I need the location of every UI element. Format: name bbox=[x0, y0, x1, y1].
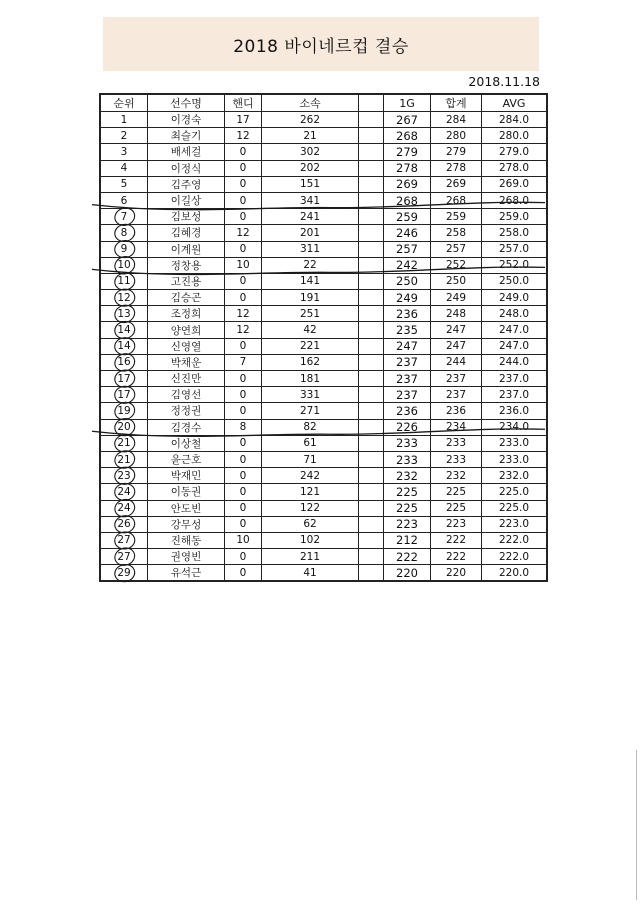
total-cell: 232 bbox=[431, 468, 482, 484]
game1-cell: 226 bbox=[384, 419, 431, 435]
name-cell: 배세걸 bbox=[148, 144, 225, 160]
gap-cell bbox=[359, 549, 384, 565]
avg-cell: 225.0 bbox=[482, 500, 548, 516]
name-cell: 김영선 bbox=[148, 387, 225, 403]
avg-cell: 223.0 bbox=[482, 516, 548, 532]
rank-cell: 24 bbox=[100, 500, 148, 516]
handicap-cell: 0 bbox=[225, 160, 262, 176]
table-row bbox=[100, 532, 547, 548]
game1-cell: 222 bbox=[384, 549, 431, 565]
rank-cell: 29 bbox=[100, 565, 148, 582]
table-row bbox=[100, 403, 547, 419]
rank-cell: 21 bbox=[100, 435, 148, 451]
club-cell: 41 bbox=[262, 565, 359, 582]
club-cell: 71 bbox=[262, 451, 359, 467]
game1-cell: 267 bbox=[384, 112, 431, 128]
table-row bbox=[100, 338, 547, 354]
gap-cell bbox=[359, 290, 384, 306]
game1-cell: 246 bbox=[384, 225, 431, 241]
avg-cell: 232.0 bbox=[482, 468, 548, 484]
header-handicap: 핸디 bbox=[225, 94, 262, 112]
table-row bbox=[100, 176, 547, 192]
game1-cell: 220 bbox=[384, 565, 431, 582]
total-cell: 280 bbox=[431, 128, 482, 144]
rank-cell: 20 bbox=[100, 419, 148, 435]
total-cell: 234 bbox=[431, 419, 482, 435]
header-game1: 1G bbox=[384, 94, 431, 112]
rank-cell: 24 bbox=[100, 484, 148, 500]
name-cell: 고진용 bbox=[148, 273, 225, 289]
game1-cell: 236 bbox=[384, 403, 431, 419]
name-cell: 신진만 bbox=[148, 371, 225, 387]
game1-cell: 233 bbox=[384, 435, 431, 451]
club-cell: 251 bbox=[262, 306, 359, 322]
avg-cell: 247.0 bbox=[482, 338, 548, 354]
club-cell: 201 bbox=[262, 225, 359, 241]
total-cell: 279 bbox=[431, 144, 482, 160]
game1-cell: 236 bbox=[384, 306, 431, 322]
table-row bbox=[100, 468, 547, 484]
name-cell: 강무성 bbox=[148, 516, 225, 532]
rank-cell: 16 bbox=[100, 354, 148, 370]
name-cell: 김보성 bbox=[148, 209, 225, 225]
table-row bbox=[100, 371, 547, 387]
name-cell: 진해동 bbox=[148, 532, 225, 548]
handicap-cell: 7 bbox=[225, 354, 262, 370]
name-cell: 김경수 bbox=[148, 419, 225, 435]
total-cell: 233 bbox=[431, 435, 482, 451]
game1-cell: 225 bbox=[384, 484, 431, 500]
total-cell: 223 bbox=[431, 516, 482, 532]
rank-cell: 19 bbox=[100, 403, 148, 419]
gap-cell bbox=[359, 322, 384, 338]
club-cell: 42 bbox=[262, 322, 359, 338]
table-row bbox=[100, 160, 547, 176]
gap-cell bbox=[359, 435, 384, 451]
gap-cell bbox=[359, 160, 384, 176]
total-cell: 258 bbox=[431, 225, 482, 241]
total-cell: 250 bbox=[431, 273, 482, 289]
handicap-cell: 17 bbox=[225, 112, 262, 128]
game1-cell: 268 bbox=[384, 128, 431, 144]
gap-cell bbox=[359, 338, 384, 354]
handicap-cell: 0 bbox=[225, 451, 262, 467]
scan-edge bbox=[636, 750, 637, 900]
handicap-cell: 0 bbox=[225, 484, 262, 500]
handicap-cell: 12 bbox=[225, 128, 262, 144]
table-row bbox=[100, 500, 547, 516]
name-cell: 박채운 bbox=[148, 354, 225, 370]
name-cell: 이계원 bbox=[148, 241, 225, 257]
gap-cell bbox=[359, 403, 384, 419]
gap-cell bbox=[359, 371, 384, 387]
name-cell: 안도빈 bbox=[148, 500, 225, 516]
avg-cell: 249.0 bbox=[482, 290, 548, 306]
club-cell: 121 bbox=[262, 484, 359, 500]
rank-cell: 17 bbox=[100, 387, 148, 403]
handicap-cell: 0 bbox=[225, 144, 262, 160]
rank-cell: 14 bbox=[100, 322, 148, 338]
table-row bbox=[100, 290, 547, 306]
document-date: 2018.11.18 bbox=[468, 74, 540, 89]
avg-cell: 268.0 bbox=[482, 192, 548, 208]
handicap-cell: 12 bbox=[225, 306, 262, 322]
avg-cell: 259.0 bbox=[482, 209, 548, 225]
avg-cell: 236.0 bbox=[482, 403, 548, 419]
table-row bbox=[100, 549, 547, 565]
gap-cell bbox=[359, 565, 384, 582]
name-cell: 이동권 bbox=[148, 484, 225, 500]
avg-cell: 278.0 bbox=[482, 160, 548, 176]
name-cell: 김승곤 bbox=[148, 290, 225, 306]
club-cell: 82 bbox=[262, 419, 359, 435]
table-row bbox=[100, 273, 547, 289]
gap-cell bbox=[359, 532, 384, 548]
game1-cell: 233 bbox=[384, 451, 431, 467]
total-cell: 257 bbox=[431, 241, 482, 257]
gap-cell bbox=[359, 306, 384, 322]
game1-cell: 225 bbox=[384, 500, 431, 516]
total-cell: 278 bbox=[431, 160, 482, 176]
club-cell: 61 bbox=[262, 435, 359, 451]
gap-cell bbox=[359, 484, 384, 500]
table-row bbox=[100, 128, 547, 144]
name-cell: 조정희 bbox=[148, 306, 225, 322]
table-row bbox=[100, 306, 547, 322]
rank-cell: 9 bbox=[100, 241, 148, 257]
table-row bbox=[100, 209, 547, 225]
name-cell: 최슬기 bbox=[148, 128, 225, 144]
name-cell: 신영열 bbox=[148, 338, 225, 354]
gap-cell bbox=[359, 209, 384, 225]
table-header-row bbox=[100, 94, 547, 112]
total-cell: 269 bbox=[431, 176, 482, 192]
game1-cell: 237 bbox=[384, 387, 431, 403]
club-cell: 141 bbox=[262, 273, 359, 289]
avg-cell: 258.0 bbox=[482, 225, 548, 241]
rank-cell: 27 bbox=[100, 532, 148, 548]
game1-cell: 249 bbox=[384, 290, 431, 306]
handicap-cell: 0 bbox=[225, 500, 262, 516]
game1-cell: 237 bbox=[384, 371, 431, 387]
rank-cell: 1 bbox=[100, 112, 148, 128]
name-cell: 김주영 bbox=[148, 176, 225, 192]
title-band bbox=[103, 17, 539, 71]
handicap-cell: 0 bbox=[225, 290, 262, 306]
handicap-cell: 0 bbox=[225, 371, 262, 387]
game1-cell: 247 bbox=[384, 338, 431, 354]
gap-cell bbox=[359, 176, 384, 192]
handicap-cell: 0 bbox=[225, 549, 262, 565]
gap-cell bbox=[359, 273, 384, 289]
game1-cell: 278 bbox=[384, 160, 431, 176]
gap-cell bbox=[359, 192, 384, 208]
club-cell: 162 bbox=[262, 354, 359, 370]
rank-cell: 5 bbox=[100, 176, 148, 192]
gap-cell bbox=[359, 354, 384, 370]
total-cell: 252 bbox=[431, 257, 482, 273]
handicap-cell: 0 bbox=[225, 403, 262, 419]
club-cell: 191 bbox=[262, 290, 359, 306]
club-cell: 331 bbox=[262, 387, 359, 403]
avg-cell: 222.0 bbox=[482, 549, 548, 565]
club-cell: 271 bbox=[262, 403, 359, 419]
total-cell: 237 bbox=[431, 387, 482, 403]
rank-cell: 12 bbox=[100, 290, 148, 306]
header-gap bbox=[359, 94, 384, 112]
table-row bbox=[100, 192, 547, 208]
total-cell: 225 bbox=[431, 500, 482, 516]
gap-cell bbox=[359, 225, 384, 241]
gap-cell bbox=[359, 112, 384, 128]
game1-cell: 257 bbox=[384, 241, 431, 257]
avg-cell: 248.0 bbox=[482, 306, 548, 322]
gap-cell bbox=[359, 387, 384, 403]
total-cell: 249 bbox=[431, 290, 482, 306]
club-cell: 181 bbox=[262, 371, 359, 387]
table-row bbox=[100, 322, 547, 338]
table-row bbox=[100, 112, 547, 128]
handicap-cell: 0 bbox=[225, 273, 262, 289]
game1-cell: 212 bbox=[384, 532, 431, 548]
total-cell: 284 bbox=[431, 112, 482, 128]
handicap-cell: 0 bbox=[225, 565, 262, 582]
name-cell: 이정식 bbox=[148, 160, 225, 176]
club-cell: 102 bbox=[262, 532, 359, 548]
total-cell: 222 bbox=[431, 549, 482, 565]
total-cell: 236 bbox=[431, 403, 482, 419]
club-cell: 311 bbox=[262, 241, 359, 257]
name-cell: 유석근 bbox=[148, 565, 225, 582]
game1-cell: 242 bbox=[384, 257, 431, 273]
gap-cell bbox=[359, 500, 384, 516]
club-cell: 302 bbox=[262, 144, 359, 160]
total-cell: 220 bbox=[431, 565, 482, 582]
club-cell: 242 bbox=[262, 468, 359, 484]
rank-cell: 8 bbox=[100, 225, 148, 241]
table-row bbox=[100, 144, 547, 160]
handicap-cell: 0 bbox=[225, 209, 262, 225]
name-cell: 정창용 bbox=[148, 257, 225, 273]
club-cell: 221 bbox=[262, 338, 359, 354]
club-cell: 341 bbox=[262, 192, 359, 208]
handicap-cell: 12 bbox=[225, 225, 262, 241]
avg-cell: 250.0 bbox=[482, 273, 548, 289]
header-avg: AVG bbox=[482, 94, 548, 112]
rank-cell: 21 bbox=[100, 451, 148, 467]
header-total: 합계 bbox=[431, 94, 482, 112]
header-club: 소속 bbox=[262, 94, 359, 112]
rank-cell: 3 bbox=[100, 144, 148, 160]
avg-cell: 269.0 bbox=[482, 176, 548, 192]
club-cell: 22 bbox=[262, 257, 359, 273]
club-cell: 21 bbox=[262, 128, 359, 144]
game1-cell: 259 bbox=[384, 209, 431, 225]
avg-cell: 234.0 bbox=[482, 419, 548, 435]
table-row bbox=[100, 435, 547, 451]
total-cell: 248 bbox=[431, 306, 482, 322]
total-cell: 259 bbox=[431, 209, 482, 225]
rank-cell: 13 bbox=[100, 306, 148, 322]
club-cell: 211 bbox=[262, 549, 359, 565]
table-row bbox=[100, 565, 547, 582]
header-rank: 순위 bbox=[100, 94, 148, 112]
results-table bbox=[99, 93, 548, 582]
avg-cell: 279.0 bbox=[482, 144, 548, 160]
gap-cell bbox=[359, 516, 384, 532]
table-row bbox=[100, 241, 547, 257]
game1-cell: 235 bbox=[384, 322, 431, 338]
gap-cell bbox=[359, 241, 384, 257]
handicap-cell: 0 bbox=[225, 468, 262, 484]
avg-cell: 252.0 bbox=[482, 257, 548, 273]
club-cell: 262 bbox=[262, 112, 359, 128]
handicap-cell: 0 bbox=[225, 241, 262, 257]
table-row bbox=[100, 516, 547, 532]
avg-cell: 233.0 bbox=[482, 435, 548, 451]
game1-cell: 223 bbox=[384, 516, 431, 532]
avg-cell: 220.0 bbox=[482, 565, 548, 582]
rank-cell: 4 bbox=[100, 160, 148, 176]
total-cell: 247 bbox=[431, 338, 482, 354]
gap-cell bbox=[359, 419, 384, 435]
rank-cell: 2 bbox=[100, 128, 148, 144]
name-cell: 이길상 bbox=[148, 192, 225, 208]
game1-cell: 237 bbox=[384, 354, 431, 370]
table-row bbox=[100, 484, 547, 500]
handicap-cell: 0 bbox=[225, 338, 262, 354]
game1-cell: 269 bbox=[384, 176, 431, 192]
table-body bbox=[100, 112, 547, 582]
table-row bbox=[100, 387, 547, 403]
header-name: 선수명 bbox=[148, 94, 225, 112]
rank-cell: 14 bbox=[100, 338, 148, 354]
total-cell: 225 bbox=[431, 484, 482, 500]
avg-cell: 280.0 bbox=[482, 128, 548, 144]
game1-cell: 268 bbox=[384, 192, 431, 208]
handicap-cell: 0 bbox=[225, 387, 262, 403]
name-cell: 이상철 bbox=[148, 435, 225, 451]
table-row bbox=[100, 354, 547, 370]
game1-cell: 279 bbox=[384, 144, 431, 160]
handicap-cell: 10 bbox=[225, 257, 262, 273]
avg-cell: 247.0 bbox=[482, 322, 548, 338]
name-cell: 박재민 bbox=[148, 468, 225, 484]
name-cell: 양연희 bbox=[148, 322, 225, 338]
avg-cell: 233.0 bbox=[482, 451, 548, 467]
table-row bbox=[100, 257, 547, 273]
name-cell: 이경숙 bbox=[148, 112, 225, 128]
gap-cell bbox=[359, 451, 384, 467]
handicap-cell: 0 bbox=[225, 176, 262, 192]
game1-cell: 250 bbox=[384, 273, 431, 289]
total-cell: 247 bbox=[431, 322, 482, 338]
club-cell: 202 bbox=[262, 160, 359, 176]
total-cell: 244 bbox=[431, 354, 482, 370]
handicap-cell: 12 bbox=[225, 322, 262, 338]
avg-cell: 257.0 bbox=[482, 241, 548, 257]
handicap-cell: 10 bbox=[225, 532, 262, 548]
avg-cell: 237.0 bbox=[482, 387, 548, 403]
handicap-cell: 8 bbox=[225, 419, 262, 435]
club-cell: 151 bbox=[262, 176, 359, 192]
total-cell: 268 bbox=[431, 192, 482, 208]
handicap-cell: 0 bbox=[225, 435, 262, 451]
name-cell: 김혜경 bbox=[148, 225, 225, 241]
avg-cell: 222.0 bbox=[482, 532, 548, 548]
rank-cell: 27 bbox=[100, 549, 148, 565]
table-row bbox=[100, 419, 547, 435]
table-row bbox=[100, 451, 547, 467]
name-cell: 윤근호 bbox=[148, 451, 225, 467]
handicap-cell: 0 bbox=[225, 516, 262, 532]
gap-cell bbox=[359, 144, 384, 160]
game1-cell: 232 bbox=[384, 468, 431, 484]
rank-cell: 6 bbox=[100, 192, 148, 208]
gap-cell bbox=[359, 468, 384, 484]
avg-cell: 244.0 bbox=[482, 354, 548, 370]
rank-cell: 17 bbox=[100, 371, 148, 387]
rank-cell: 26 bbox=[100, 516, 148, 532]
rank-cell: 7 bbox=[100, 209, 148, 225]
document-title: 2018 바이네르컵 결승 bbox=[233, 36, 409, 57]
avg-cell: 284.0 bbox=[482, 112, 548, 128]
gap-cell bbox=[359, 128, 384, 144]
total-cell: 237 bbox=[431, 371, 482, 387]
total-cell: 222 bbox=[431, 532, 482, 548]
rank-cell: 11 bbox=[100, 273, 148, 289]
handicap-cell: 0 bbox=[225, 192, 262, 208]
rank-cell: 10 bbox=[100, 257, 148, 273]
gap-cell bbox=[359, 257, 384, 273]
club-cell: 62 bbox=[262, 516, 359, 532]
club-cell: 241 bbox=[262, 209, 359, 225]
name-cell: 정정권 bbox=[148, 403, 225, 419]
club-cell: 122 bbox=[262, 500, 359, 516]
rank-cell: 23 bbox=[100, 468, 148, 484]
table-row bbox=[100, 225, 547, 241]
name-cell: 권영빈 bbox=[148, 549, 225, 565]
avg-cell: 225.0 bbox=[482, 484, 548, 500]
total-cell: 233 bbox=[431, 451, 482, 467]
avg-cell: 237.0 bbox=[482, 371, 548, 387]
